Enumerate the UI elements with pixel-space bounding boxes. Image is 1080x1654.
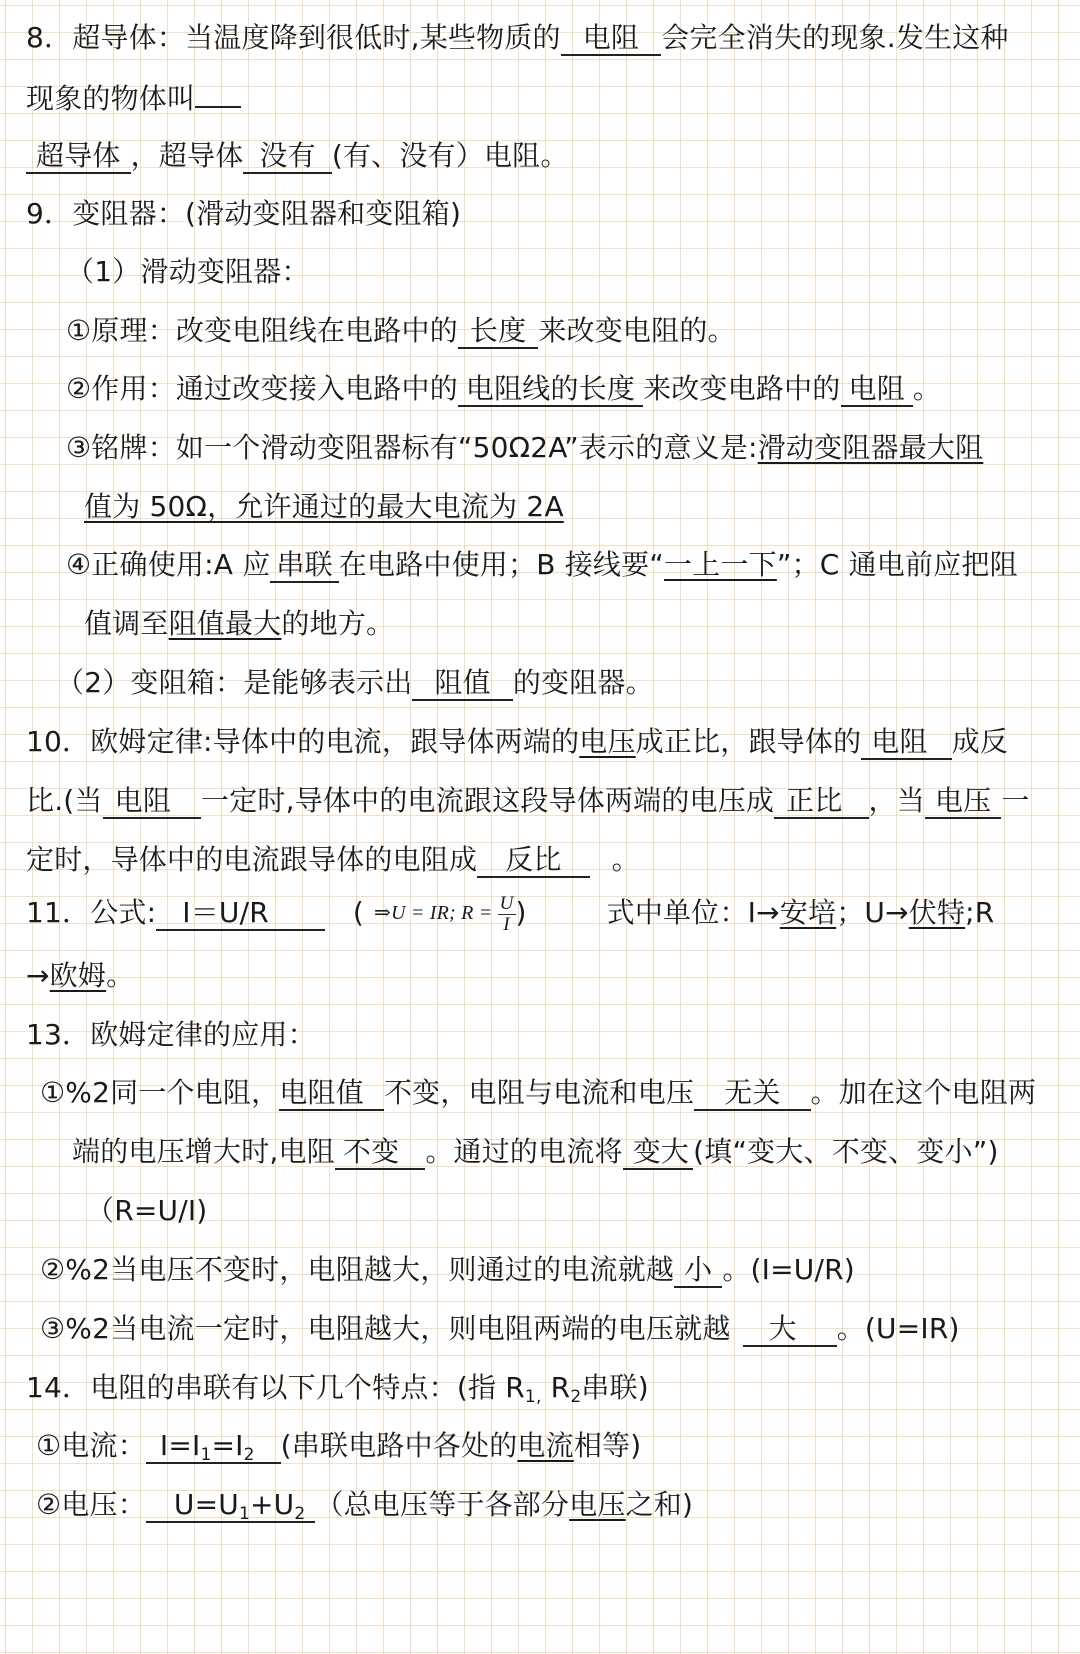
blank-answer <box>146 1430 281 1464</box>
text: ;R <box>965 896 995 929</box>
item8-line2 <box>26 78 241 119</box>
text: 端的电压增大时,电阻 <box>72 1135 335 1168</box>
text: 的变阻器。 <box>512 666 654 699</box>
text: 11．公式: <box>26 896 157 929</box>
text: 相等) <box>573 1429 642 1462</box>
item13-p1-cont <box>72 1132 999 1172</box>
text: 不变，电阻与电流和电压 <box>383 1076 695 1109</box>
text: 。 <box>912 372 942 405</box>
item9-p4-cont <box>84 604 394 644</box>
underlined-answer: 安培 <box>779 896 837 929</box>
underlined-answer: 电压 <box>579 725 636 758</box>
blank-answer: 变大 <box>623 1136 693 1170</box>
blank-answer: 大 <box>743 1313 837 1347</box>
text: ) <box>515 896 527 929</box>
text: 现象的物体叫 <box>26 82 196 115</box>
text: 在电路中使用；B 接线要“ <box>338 548 665 581</box>
blank-answer: 电阻 <box>561 22 661 56</box>
item9-p3-cont <box>84 487 564 527</box>
text: 串联) <box>581 1371 649 1404</box>
formula-text: I=I <box>159 1429 201 1462</box>
item8-line3 <box>26 136 569 176</box>
subscript: 2 <box>243 1445 255 1465</box>
text: 来改变电路中的 <box>643 372 841 405</box>
text: ②作用：通过改变接入电路中的 <box>66 372 458 405</box>
subscript: 1, <box>524 1387 542 1407</box>
text: 一定时,导体中的电流跟这段导体两端的电压成 <box>201 784 775 817</box>
text: 值调至 <box>84 607 169 640</box>
text: (串联电路中各处的 <box>280 1429 518 1462</box>
blank-answer: 电阻 <box>103 785 201 819</box>
formula-text: ⇒U = IR; R = <box>374 902 493 925</box>
text: ②电压： <box>36 1488 146 1521</box>
formula-numerator: U <box>499 892 514 914</box>
blank-answer: 无关 <box>694 1077 810 1111</box>
blank-answer: 电阻 <box>861 726 951 760</box>
text: 。(I=U/R) <box>722 1253 855 1286</box>
text: ，当 <box>868 784 925 817</box>
text: 。(U=IR) <box>836 1312 960 1345</box>
blank-answer: 反比 <box>477 844 589 878</box>
underlined-answer: 电压 <box>569 1488 626 1521</box>
item13-title: 13．欧姆定律的应用： <box>26 1018 316 1051</box>
text: 的地方。 <box>281 607 395 640</box>
text: → <box>26 959 50 992</box>
underlined-answer: 阻值最大 <box>168 607 282 640</box>
item9-p2 <box>66 369 941 409</box>
blank-empty <box>195 78 241 108</box>
text: 10．欧姆定律:导体中的电流，跟导体两端的 <box>26 725 580 758</box>
item14-p2 <box>36 1485 693 1525</box>
blank-answer: 电压 <box>925 785 1001 819</box>
blank-answer: 电阻 <box>841 373 913 407</box>
text: ①原理：改变电阻线在电路中的 <box>66 314 458 347</box>
item11-line2 <box>26 956 134 996</box>
item11-line1 <box>26 893 994 935</box>
blank-answer: 没有 <box>243 140 331 174</box>
item9-p4 <box>66 545 1018 585</box>
blank-answer: 超导体 <box>26 140 131 174</box>
text: (填“变大、不变、变小”) <box>693 1135 999 1168</box>
blank-answer: 不变 <box>335 1136 425 1170</box>
text: 一 <box>1001 784 1030 817</box>
text: (有、没有）电阻。 <box>331 139 569 172</box>
text: 。加在这个电阻两 <box>810 1076 1037 1109</box>
text: ( <box>352 896 365 929</box>
text: 成反 <box>951 725 1009 758</box>
item14-p1 <box>36 1426 641 1466</box>
blank-answer: I＝U/R <box>156 897 325 931</box>
text: R <box>541 1371 571 1404</box>
blank-answer: 电阻线的长度 <box>458 373 643 407</box>
text: 来改变电阻的。 <box>538 314 736 347</box>
item10-line1 <box>26 722 1008 762</box>
text: （总电压等于各部分 <box>315 1488 570 1521</box>
subscript: 2 <box>294 1504 306 1524</box>
item13-p2 <box>40 1250 855 1290</box>
formula-text: +U <box>250 1488 295 1521</box>
text: ③铭牌：如一个滑动变阻器标有“50Ω2A”表示的意义是: <box>66 431 758 464</box>
blank-answer: 正比 <box>774 785 868 819</box>
blank-answer: 小 <box>674 1254 722 1288</box>
item13-p1-cont2: （R=U/I) <box>86 1194 208 1227</box>
text: 式中单位：I→ <box>606 896 780 929</box>
text: ②%2当电压不变时，电阻越大，则通过的电流就越 <box>40 1253 675 1286</box>
underlined-answer: 欧姆 <box>49 959 107 992</box>
formula-fraction <box>498 894 516 935</box>
item14-title <box>26 1368 649 1408</box>
subscript: 1 <box>238 1504 250 1524</box>
blank-answer <box>146 1489 315 1523</box>
underlined-answer: 伏特 <box>908 896 966 929</box>
item10-line3 <box>26 840 640 880</box>
text: 14．电阻的串联有以下几个特点：(指 R <box>26 1371 525 1404</box>
text: ①电流： <box>36 1429 146 1462</box>
text: 8．超导体：当温度降到很低时,某些物质的 <box>26 21 561 54</box>
text: 比.(当 <box>26 784 103 817</box>
formula-text: =I <box>211 1429 244 1462</box>
item9-title: 9．变阻器：(滑动变阻器和变阻箱) <box>26 197 462 230</box>
formula-denominator: I <box>503 913 510 935</box>
item13-p1 <box>40 1073 1036 1113</box>
item10-line2 <box>26 781 1030 821</box>
underlined-answer: 滑动变阻器最大阻 <box>757 431 984 464</box>
formula <box>374 893 515 935</box>
subscript: 1 <box>200 1445 212 1465</box>
text: 。 <box>106 959 135 992</box>
text: ①%2同一个电阻， <box>40 1076 280 1109</box>
text: ；U→ <box>836 896 909 929</box>
text: 。通过的电流将 <box>425 1135 623 1168</box>
blank-answer: 电阻值 <box>279 1077 384 1111</box>
item8-line1 <box>26 18 1009 58</box>
underlined-answer: 电流 <box>517 1429 574 1462</box>
underlined-answer: 值为 50Ω，允许通过的最大电流为 2A <box>84 490 564 523</box>
text: 会完全消失的现象.发生这种 <box>661 21 1009 54</box>
blank-answer: 长度 <box>458 315 538 349</box>
text: ④正确使用:A 应 <box>66 548 271 581</box>
text: 定时，导体中的电流跟导体的电阻成 <box>26 843 478 876</box>
item13-p3 <box>40 1309 960 1349</box>
text: 成正比，跟导体的 <box>635 725 862 758</box>
text: （2）变阻箱：是能够表示出 <box>56 666 413 699</box>
text: ③%2当电流一定时，电阻越大，则电阻两端的电压就越 <box>40 1312 731 1345</box>
text: ，超导体 <box>130 139 244 172</box>
text: ”；C 通电前应把阻 <box>776 548 1018 581</box>
blank-answer: 阻值 <box>412 667 512 701</box>
blank-answer: 串联 <box>270 549 338 583</box>
subscript: 2 <box>570 1387 582 1407</box>
item9-sub1: （1）滑动变阻器： <box>66 255 310 288</box>
item9-p1 <box>66 311 736 351</box>
underlined-answer: 一上一下 <box>664 548 777 581</box>
text: 。 <box>611 843 640 876</box>
item9-p3 <box>66 428 983 468</box>
formula-text: U=U <box>173 1488 239 1521</box>
text: 之和) <box>625 1488 694 1521</box>
item9-sub2 <box>56 663 654 703</box>
